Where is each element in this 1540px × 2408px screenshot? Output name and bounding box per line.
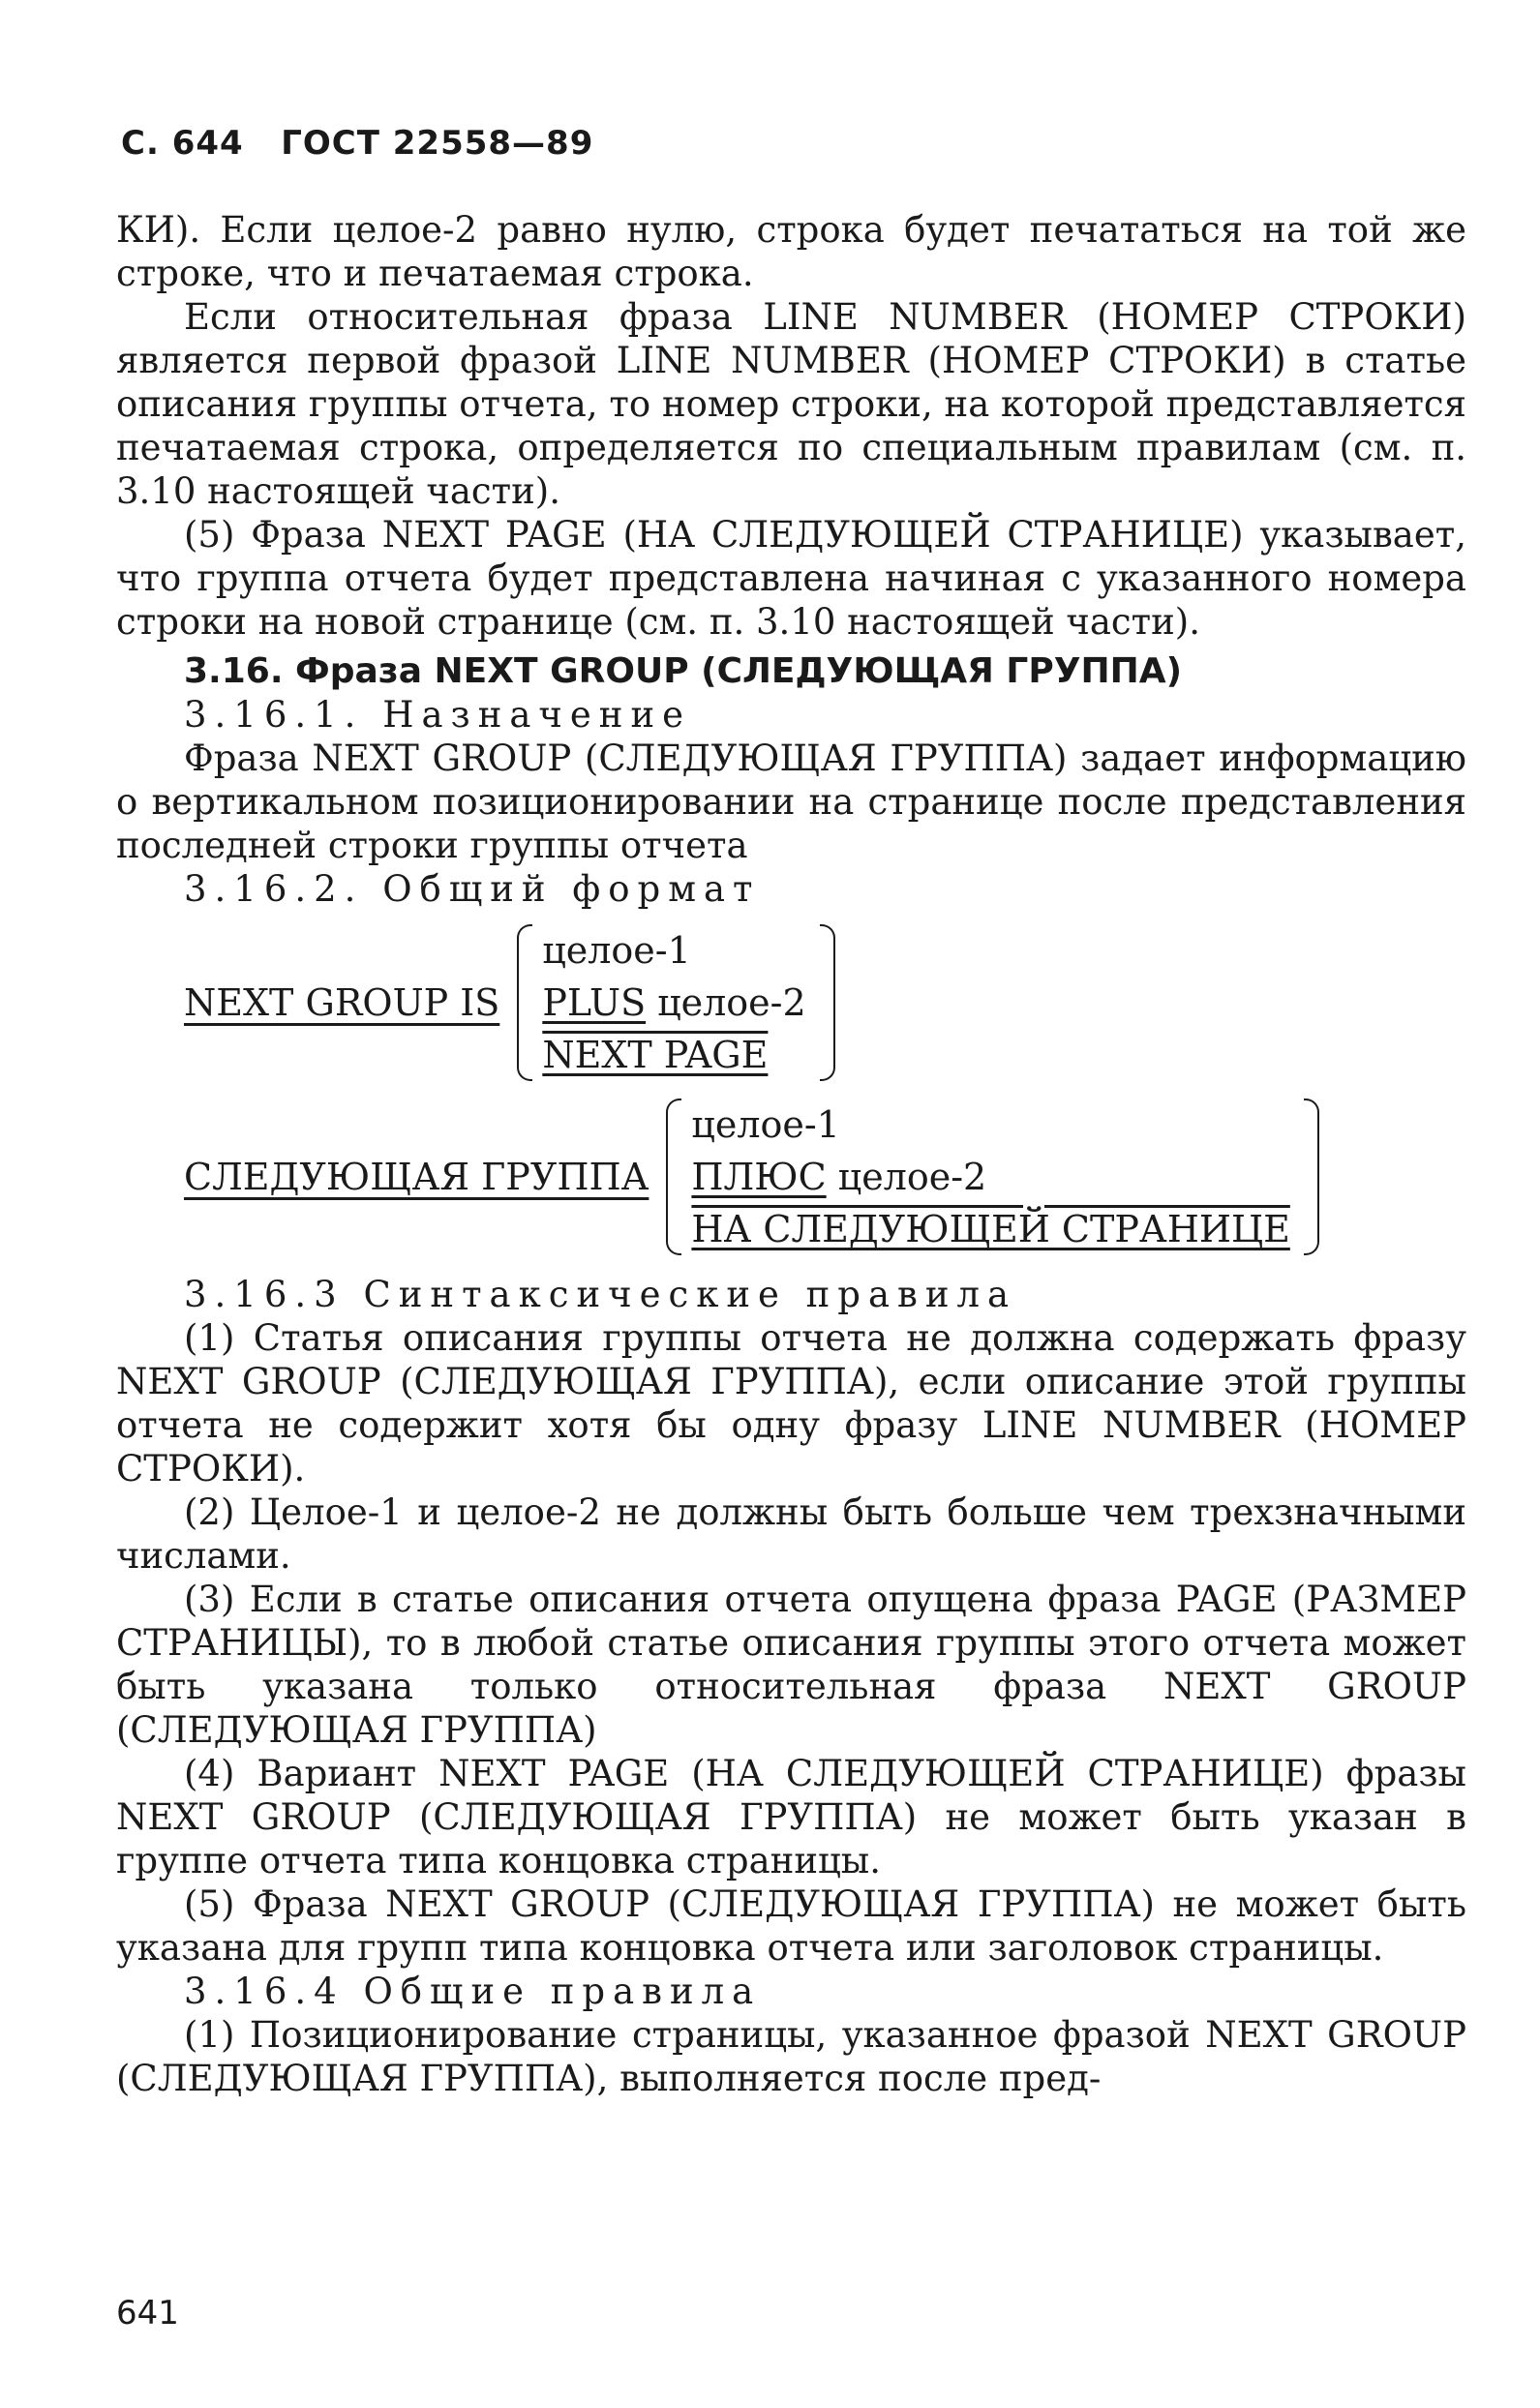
rule: (4) Вариант NEXT PAGE (НА СЛЕДУЮЩЕЙ СТРАНИЦЕ) фразы NEXT GROUP (СЛЕДУЮЩАЯ ГРУППА) не может быть указан в группе отчета типа концовка страницы. xyxy=(116,1753,1466,1881)
paragraph: КИ). Если целое-2 равно нулю, строка будет печататься на той же строке, что и печатаемая строка. xyxy=(116,209,1466,294)
format-russian xyxy=(184,1099,1466,1255)
format-head: NEXT GROUP IS xyxy=(184,981,500,1024)
purpose-text: Фраза NEXT GROUP (СЛЕДУЮЩАЯ ГРУППА) задает информацию о вертикальном позиционировании на странице после представления последней строки группы отчета xyxy=(116,737,1466,866)
format-english xyxy=(184,924,1466,1081)
format-option: целое-1 xyxy=(691,1103,840,1146)
format-heading: 3.16.2. Общий формат xyxy=(184,868,761,910)
right-brace xyxy=(820,924,835,1081)
page-label: С. 644 xyxy=(121,124,244,163)
rule: (2) Целое-1 и целое-2 не должны быть больше чем трехзначными числами. xyxy=(116,1491,1466,1577)
format-option: НА СЛЕДУЮЩЕЙ СТРАНИЦЕ xyxy=(691,1208,1290,1250)
left-brace xyxy=(517,924,532,1081)
format-value: целое-2 xyxy=(657,981,806,1024)
format-keyword: ПЛЮС xyxy=(691,1156,827,1198)
syntax-heading: 3.16.3 Синтаксические правила xyxy=(184,1274,1017,1315)
left-brace xyxy=(666,1099,681,1255)
format-value: целое-2 xyxy=(837,1156,987,1198)
paragraph: (5) Фраза NEXT PAGE (НА СЛЕДУЮЩЕЙ СТРАНИЦЕ) указывает, что группа отчета будет представлена начиная с указанного номера строки на новой странице (см. п. 3.10 настоящей части). xyxy=(116,514,1466,643)
format-option: NEXT PAGE xyxy=(542,1034,769,1076)
page-header xyxy=(121,124,593,163)
rule: (1) Статья описания группы отчета не должна содержать фразу NEXT GROUP (СЛЕДУЮЩАЯ ГРУППА), если описание этой группы отчета не содержит хотя бы одну фразу LINE NUMBER (НОМЕР СТРОКИ). xyxy=(116,1317,1466,1490)
page-body xyxy=(116,208,1466,2100)
format-head: СЛЕДУЮЩАЯ ГРУППА xyxy=(184,1156,649,1198)
rule: (5) Фраза NEXT GROUP (СЛЕДУЮЩАЯ ГРУППА) не может быть указана для групп типа концовка отчета или заголовок страницы. xyxy=(116,1883,1466,1969)
right-brace xyxy=(1304,1099,1319,1255)
standard-code: ГОСТ 22558—89 xyxy=(281,124,594,163)
format-keyword: PLUS xyxy=(542,981,647,1024)
rule: (1) Позиционирование страницы, указанное фразой NEXT GROUP (СЛЕДУЮЩАЯ ГРУППА), выполняется после пред- xyxy=(116,2014,1466,2099)
section-title: 3.16. Фраза NEXT GROUP (СЛЕДУЮЩАЯ ГРУППА) xyxy=(184,651,1183,691)
rule: (3) Если в статье описания отчета опущена фраза PAGE (РАЗМЕР СТРАНИЦЫ), то в любой статье описания группы этого отчета может быть указана только относительная фраза NEXT GROUP (СЛЕДУЮЩАЯ ГРУППА) xyxy=(116,1579,1466,1751)
page-number: 641 xyxy=(116,2294,179,2333)
format-option: целое-1 xyxy=(542,929,691,972)
purpose-heading: 3.16.1. Назначение xyxy=(184,694,692,736)
paragraph: Если относительная фраза LINE NUMBER (НОМЕР СТРОКИ) является первой фразой LINE NUMBER (НОМЕР СТРОКИ) в статье описания группы отчета, то номер строки, на которой представляется печатаемая строка, определяется по специальным правилам (см. п. 3.10 настоящей части). xyxy=(116,296,1466,512)
general-heading: 3.16.4 Общие правила xyxy=(184,1971,762,2012)
